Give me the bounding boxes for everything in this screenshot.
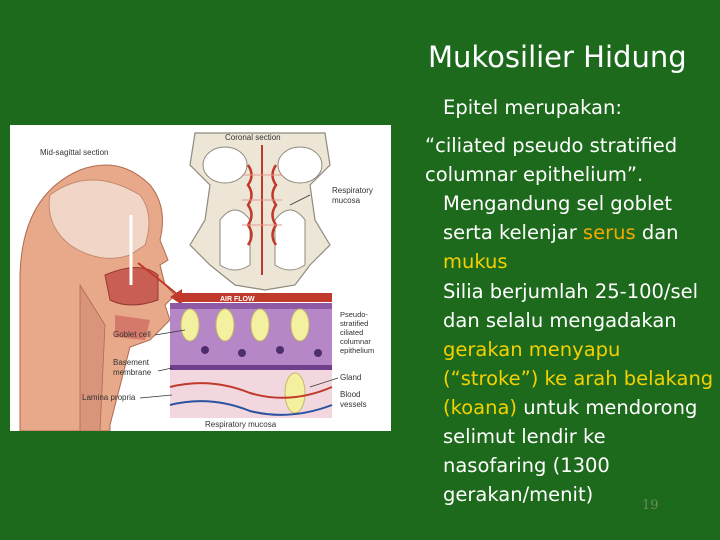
page-number: 19	[642, 498, 659, 513]
untuk-text: untuk mendorong selimut lendir ke nasofaring (1300 gerakan/menit)	[443, 396, 698, 506]
label-respiratory-2: mucosa	[332, 196, 361, 205]
silia-text: Silia berjumlah 25-100/sel dan selalu mengadakan	[443, 280, 699, 332]
coronal-skull-drawing	[190, 133, 330, 290]
label-pseudo-4: columnar	[340, 337, 371, 346]
label-pseudo-2: stratified	[340, 319, 369, 328]
dan-text: dan	[635, 221, 679, 244]
label-mid-sagittal: Mid-sagittal section	[40, 148, 109, 157]
epithelium-quote: “ciliated pseudo stratified columnar epithelium”.	[425, 134, 678, 186]
paragraph2-body	[443, 277, 715, 509]
air-flow-arrow	[170, 289, 332, 305]
slide-title: Mukosilier Hidung	[428, 40, 687, 74]
gerakan-highlight: gerakan menyapu (“stroke”) ke arah belakang (koana)	[443, 338, 714, 419]
paragraph1-intro: Epitel merupakan:	[443, 96, 622, 119]
label-blood-1: Blood	[340, 390, 361, 399]
head-sagittal-drawing	[20, 165, 175, 431]
goblet-text: Mengandung sel goblet serta kelenjar	[443, 192, 673, 244]
label-goblet-cell: Goblet cell	[113, 330, 151, 339]
label-respiratory-1: Respiratory	[332, 186, 373, 195]
nasal-mucosa-diagram	[10, 125, 391, 431]
label-pseudo-5: epithelium	[340, 346, 375, 355]
label-basement-2: membrane	[113, 368, 152, 377]
label-coronal: Coronal section	[225, 133, 281, 142]
epithelium-drawing	[170, 303, 332, 418]
serus-highlight: serus	[582, 221, 636, 244]
nasal-mucosa-figure	[10, 125, 391, 431]
paragraph1-cont	[425, 189, 715, 276]
figure-caption: Respiratory mucosa	[205, 420, 277, 429]
label-lamina-propria: Lamina propria	[82, 393, 136, 402]
label-gland: Gland	[340, 373, 362, 382]
label-pseudo-3: ciliated	[340, 328, 364, 337]
mukus-highlight: mukus	[443, 250, 508, 273]
label-air-flow: AIR FLOW	[220, 296, 255, 303]
label-blood-2: vessels	[340, 400, 367, 409]
paragraph1-body	[425, 131, 715, 276]
label-pseudo-1: Pseudo-	[340, 310, 368, 319]
label-basement-1: Basement	[113, 358, 150, 367]
